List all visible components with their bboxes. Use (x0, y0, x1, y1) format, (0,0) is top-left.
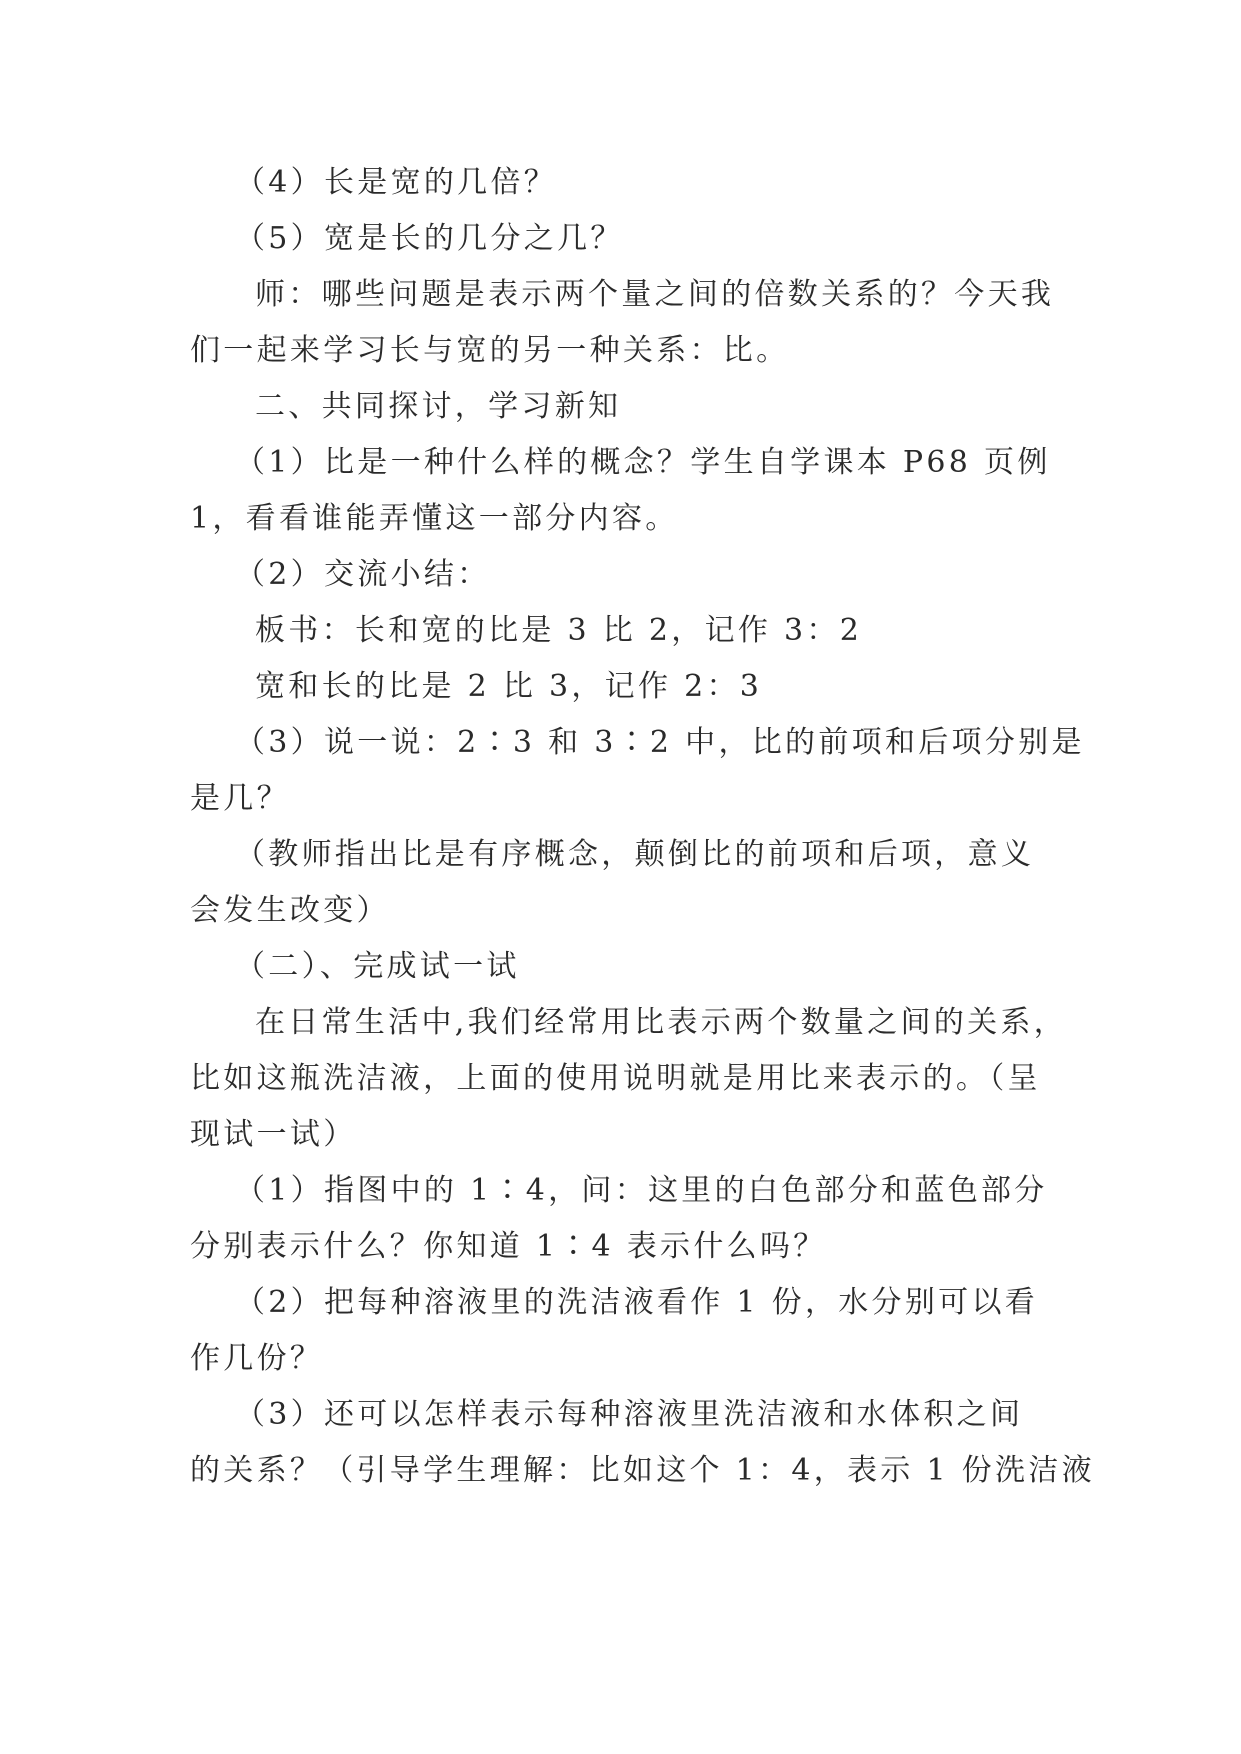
section-heading-2: 二、共同探讨，学习新知 (255, 389, 622, 424)
document-body (190, 155, 1095, 1499)
teacher-note-line-2: 会发生改变） (190, 893, 390, 928)
question-4: （4）长是宽的几倍？ (235, 165, 558, 200)
try-1-line-2: 分别表示什么？你知道 1∶4 表示什么吗？ (190, 1229, 827, 1264)
daily-life-line-2: 比如这瓶洗洁液，上面的使用说明就是用比来表示的。（呈 (190, 1061, 1041, 1096)
try-3-line-1: （3）还可以怎样表示每种溶液里洗洁液和水体积之间 (235, 1397, 1024, 1432)
try-2-line-2: 作几份？ (190, 1341, 324, 1376)
teacher-note-line-1: （教师指出比是有序概念，颠倒比的前项和后项，意义 (235, 837, 1035, 872)
subsection-heading: （二）、完成试一试 (235, 949, 520, 984)
board-note-2: 宽和长的比是 2 比 3，记作 2：3 (255, 669, 763, 704)
question-5: （5）宽是长的几分之几？ (235, 221, 624, 256)
board-note-1: 板书：长和宽的比是 3 比 2，记作 3：2 (255, 613, 863, 648)
step-2: （2）交流小结： (235, 557, 491, 592)
try-2-line-1: （2）把每种溶液里的洗洁液看作 1 份，水分别可以看 (235, 1285, 1039, 1320)
daily-life-line-3: 现试一试） (190, 1117, 357, 1152)
step-3-line-2: 是几？ (190, 781, 290, 816)
teacher-question-line-1: 师：哪些问题是表示两个量之间的倍数关系的？今天我 (255, 277, 1055, 312)
step-1-line-2: 1，看看谁能弄懂这一部分内容。 (190, 501, 679, 536)
step-3-line-1: （3）说一说：2∶3 和 3∶2 中，比的前项和后项分别是 (235, 725, 1085, 760)
daily-life-line-1: 在日常生活中,我们经常用比表示两个数量之间的关系， (255, 1005, 1068, 1040)
try-1-line-1: （1）指图中的 1∶4，问：这里的白色部分和蓝色部分 (235, 1173, 1048, 1208)
try-3-line-2: 的关系？（引导学生理解：比如这个 1：4，表示 1 份洗洁液 (190, 1453, 1095, 1488)
teacher-question-line-2: 们一起来学习长与宽的另一种关系：比。 (190, 333, 790, 368)
step-1-line-1: （1）比是一种什么样的概念？学生自学课本 P68 页例 (235, 445, 1051, 480)
